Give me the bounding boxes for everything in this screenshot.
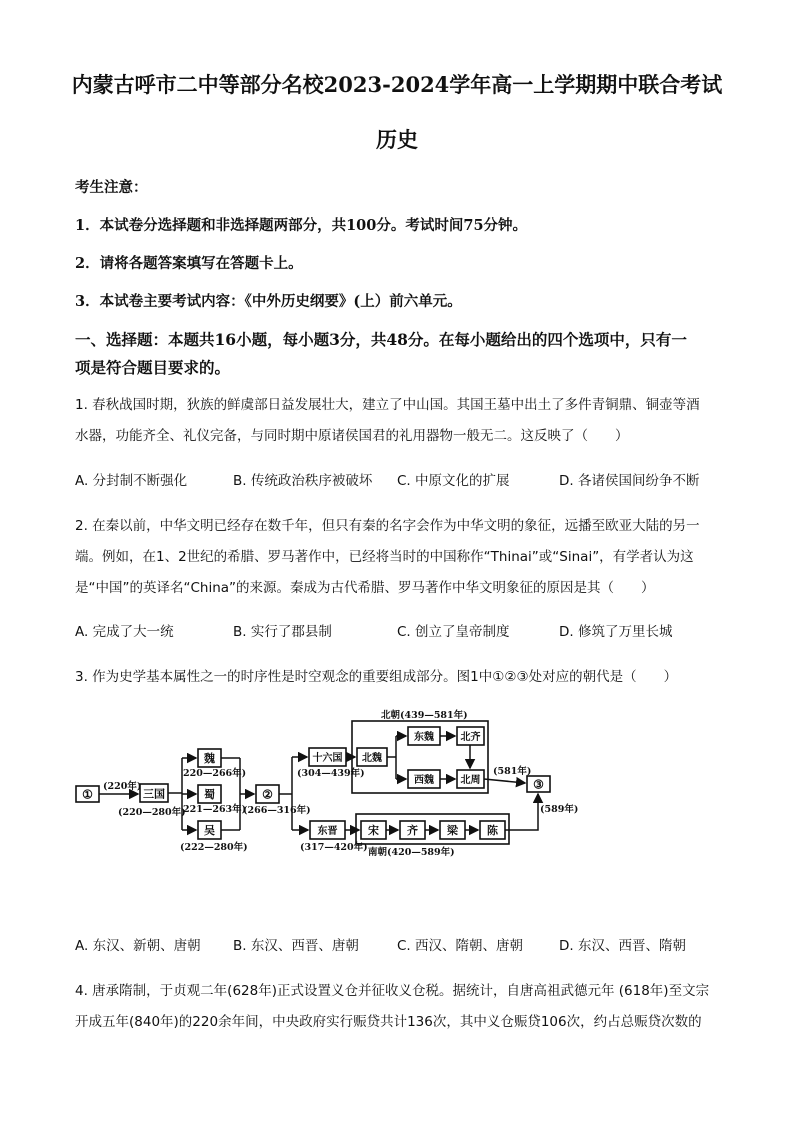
notes-heading: 考生注意：: [75, 179, 148, 196]
question-2-text: 2. 在秦以前，中华文明已经存在数千年，但只有秦的名字会作为中华文明的象征，远播至欧亚大陆的另一: [75, 518, 700, 534]
year-label-589: (589年): [540, 804, 579, 815]
node-3-label: ③: [533, 777, 544, 792]
year-label-wu: (222—280年): [180, 842, 248, 853]
question-1-text: 1. 春秋战国时期，狄族的鲜虞部日益发展壮大，建立了中山国。其国王墓中出土了多件青铜鼎、铜壶等酒: [75, 397, 700, 413]
year-label-shiliuguo: (304—439年): [297, 768, 365, 779]
year-label-wei: 220—266年): [183, 768, 247, 779]
question-2-text: 是“中国”的英译名“China”的来源。秦成为古代希腊、罗马著作中华文明象征的原因是其（ ）: [75, 580, 655, 596]
question-3-option-d[interactable]: D. 东汉、西晋、隋朝: [559, 938, 686, 954]
question-1-option-b[interactable]: B. 传统政治秩序被破坏: [233, 473, 373, 489]
question-2-option-a[interactable]: A. 完成了大一统: [75, 624, 174, 640]
note-item: 3．本试卷主要考试内容：《中外历史纲要》(上）前六单元。: [75, 293, 462, 310]
node-2-label: ②: [262, 787, 273, 802]
beiqi-label: 北齐: [460, 732, 481, 743]
question-1-text: 水器，功能齐全、礼仪完备，与同时期中原诸侯国君的礼用器物一般无二。这反映了（ ）: [75, 428, 629, 444]
beizhou-label: 北周: [460, 775, 481, 786]
exam-title: 内蒙古呼市二中等部分名校2023-2024学年高一上学期期中联合考试: [71, 72, 723, 97]
nanchao-label: 南朝(420—589年): [368, 847, 455, 858]
question-4-text: 开成五年(840年)的220余年间，中央政府实行赈贷共计136次，其中义仓赈贷106次，约占总赈贷次数的: [75, 1014, 702, 1030]
xiwei-label: 西魏: [414, 775, 434, 786]
question-2-option-b[interactable]: B. 实行了郡县制: [233, 624, 332, 640]
question-1-option-c[interactable]: C. 中原文化的扩展: [397, 473, 510, 489]
dynasty-timeline-diagram: [0, 700, 794, 860]
year-label-220: (220年): [103, 781, 142, 792]
wu-label: 吴: [204, 824, 215, 837]
question-3-option-b[interactable]: B. 东汉、西晋、唐朝: [233, 938, 359, 954]
subject-title: 历史: [376, 127, 418, 152]
year-label-dongjin: (317—420年): [300, 842, 368, 853]
beiwei-label: 北魏: [362, 753, 382, 764]
note-item: 2．请将各题答案填写在答题卡上。: [75, 255, 303, 272]
year-label-sanguo: (220—280年): [118, 807, 186, 818]
question-1-option-a[interactable]: A. 分封制不断强化: [75, 473, 188, 489]
year-label-581: (581年): [493, 766, 532, 777]
year-label-node2: (266—316年): [243, 805, 311, 816]
dongwei-label: 东魏: [414, 732, 434, 743]
shiliuguo-label: 十六国: [312, 753, 343, 764]
question-4-text: 4. 唐承隋制，于贞观二年(628年)正式设置义仓并征收义仓税。据统计，自唐高祖武德元年 (618年)至文宗: [75, 983, 710, 999]
liang-label: 梁: [447, 824, 458, 837]
dongjin-label: 东晋: [317, 826, 338, 837]
question-3-option-a[interactable]: A. 东汉、新朝、唐朝: [75, 938, 201, 954]
shu-label: 蜀: [204, 788, 215, 801]
note-item: 1．本试卷分选择题和非选择题两部分，共100分。考试时间75分钟。: [75, 217, 528, 234]
beichao-label: 北朝(439—581年): [381, 710, 468, 721]
question-3-text: 3. 作为史学基本属性之一的时序性是时空观念的重要组成部分。图1中①②③处对应的朝代是（ ）: [75, 669, 678, 685]
question-1-option-d[interactable]: D. 各诸侯国间纷争不断: [559, 473, 700, 489]
question-3-option-c[interactable]: C. 西汉、隋朝、唐朝: [397, 938, 524, 954]
chen-label: 陈: [487, 824, 498, 837]
wei-label: 魏: [204, 752, 215, 765]
qi-label: 齐: [407, 824, 418, 837]
sanguo-label: 三国: [143, 787, 165, 801]
section-heading-cont: 项是符合题目要求的。: [75, 358, 231, 377]
year-label-shu: 221—263年): [183, 804, 247, 815]
question-2-option-c[interactable]: C. 创立了皇帝制度: [397, 624, 510, 640]
question-2-text: 端。例如，在1、2世纪的希腊、罗马著作中，已经将当时的中国称作“Thinai”或“Sinai”，有学者认为这: [75, 549, 694, 565]
section-heading: 一、选择题：本题共16小题，每小题3分，共48分。在每小题给出的四个选项中，只有一: [75, 330, 687, 349]
song-label: 宋: [368, 824, 379, 837]
node-1-label: ①: [82, 787, 93, 802]
question-2-option-d[interactable]: D. 修筑了万里长城: [559, 624, 673, 640]
